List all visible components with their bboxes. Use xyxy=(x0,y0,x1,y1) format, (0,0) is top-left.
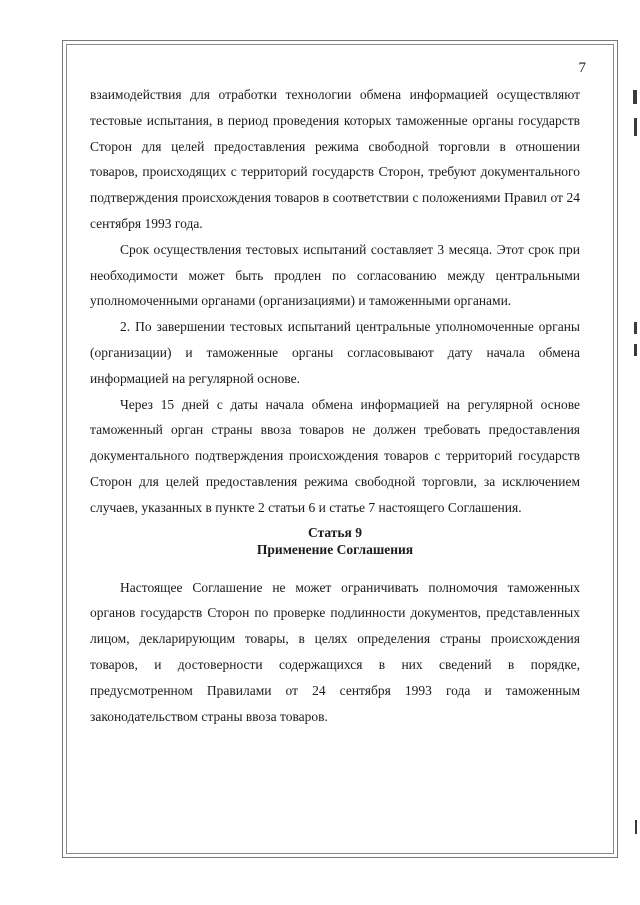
scan-artifact-mark xyxy=(633,90,637,104)
article-title: Применение Соглашения xyxy=(256,541,414,557)
article-body: Настоящее Соглашение не может ограничивать полномочия таможенных органов государств Сторон по проверке подлинности документов, представленных лицом, декларирующим товары, в целях определения страны происхождения товаров, и достоверности содержащихся в них сведений в порядке, предусмотренном Правилами от 24 сентября 1993 года и таможенным законодательством страны ввоза товаров. xyxy=(90,579,580,724)
document-body xyxy=(90,82,580,729)
scan-artifact-mark xyxy=(634,344,637,356)
paragraph-test-duration: Срок осуществления тестовых испытаний составляет 3 месяца. Этот срок при необходимости может быть продлен по согласованию между центральными уполномоченными органами (организациями) и таможенными органами. xyxy=(90,241,580,309)
paragraph-regular-exchange: Через 15 дней с даты начала обмена информацией на регулярной основе таможенный орган страны ввоза товаров не должен требовать предоставления документального подтверждения происхождения товаров с территорий государств Сторон для целей предоставления режима свободной торговли, за исключением случаев, указанных в пункте 2 статьи 6 и статье 7 настоящего Соглашения. xyxy=(90,396,580,515)
heading-spacer xyxy=(90,558,580,575)
paragraph-item-2: 2. По завершении тестовых испытаний центральные уполномоченные органы (организации) и таможенные органы согласовывают дату начала обмена информацией на регулярной основе. xyxy=(90,319,580,386)
paragraph-continuation: взаимодействия для отработки технологии обмена информацией осуществляют тестовые испытания, в период проведения которых таможенные органы государств Сторон для целей предоставления режима свободной торговли в отношении товаров, происходящих с территорий государств Сторон, требуют документального подтверждения происхождения товаров в соответствии с положениями Правил от 24 сентября 1993 года. xyxy=(90,87,580,231)
article-heading xyxy=(90,524,580,558)
scan-artifact-mark xyxy=(635,820,637,834)
scan-artifact-mark xyxy=(634,118,637,136)
article-number: Статья 9 xyxy=(308,524,362,540)
scan-artifact-mark xyxy=(634,322,637,334)
page-number: 7 xyxy=(578,60,586,76)
